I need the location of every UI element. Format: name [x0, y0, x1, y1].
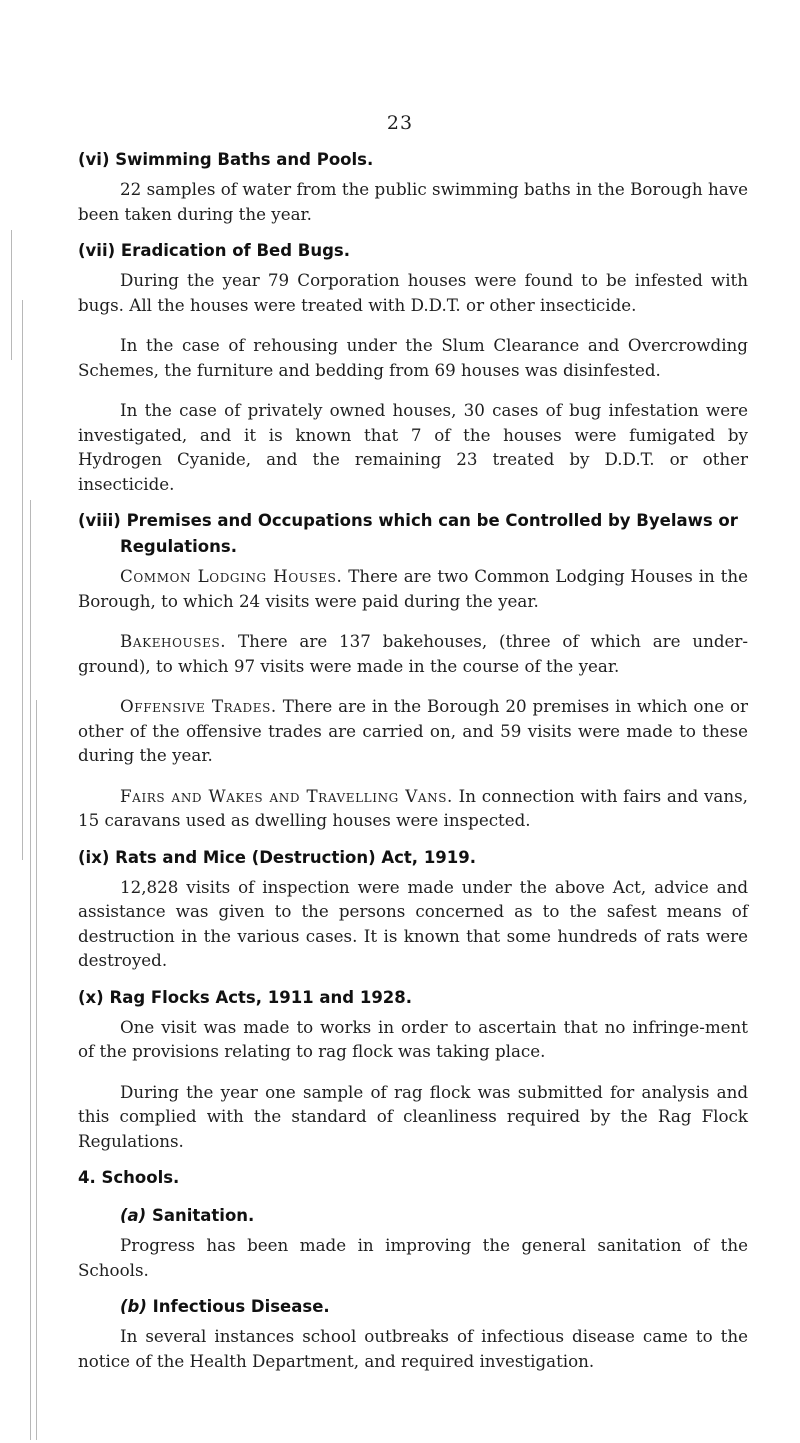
- section-title: Swimming Baths and Pools.: [115, 150, 374, 169]
- subsection-title: Sanitation.: [151, 1206, 255, 1225]
- paragraph-common-lodging-houses: Common Lodging Houses. There are two Common Lodging Houses in the Borough, to which 24 visits were paid during the year.: [78, 566, 748, 611]
- paragraph: In several instances school outbreaks of infectious disease came to the notice of the Health Department, and required investigation.: [78, 1326, 748, 1371]
- paragraph: During the year one sample of rag flock was submitted for analysis and this complied with the standard of cleanliness required by the Rag Flock Regulations.: [78, 1081, 748, 1151]
- run-in-heading: Common Lodging Houses.: [120, 566, 343, 586]
- document-body: [78, 147, 748, 1373]
- section-number: (x): [78, 987, 104, 1007]
- section-number: (viii): [78, 511, 121, 530]
- section-title: Eradication of Bed Bugs.: [120, 241, 351, 260]
- section-heading-ix: [78, 845, 748, 871]
- section-number: 4.: [78, 1168, 96, 1187]
- section-title: Rats and Mice (Destruction) Act, 1919.: [115, 847, 477, 867]
- paragraph: 22 samples of water from the public swimming baths in the Borough have been taken during the year.: [78, 179, 748, 224]
- section-heading-vi: [78, 147, 748, 173]
- paragraph: 12,828 visits of inspection were made under the above Act, advice and assistance was given to the persons concerned as to the safest means of destruction in the various cases. It is known that some hundreds of rats were destroyed.: [78, 876, 748, 970]
- section-heading-vii: [78, 238, 748, 264]
- run-in-heading: Fairs and Wakes and Travelling Vans.: [120, 785, 453, 806]
- paragraph: In the case of privately owned houses, 30 cases of bug infestation were investigated, and it is known that 7 of the houses were fumigated by Hydrogen Cyanide, and the remaining 23 treated by D.D.T. or other insecticide.: [78, 400, 748, 494]
- subsection-number: (b): [120, 1297, 147, 1316]
- section-number: (ix): [78, 847, 110, 867]
- subsection-number: (a): [120, 1206, 147, 1225]
- run-in-heading: Bakehouses.: [120, 631, 227, 651]
- section-number: (vi): [78, 150, 110, 169]
- paragraph: One visit was made to works in order to ascertain that no infringe-ment of the provisions relating to rag flock was taking place.: [78, 1016, 748, 1061]
- run-in-heading: Offensive Trades.: [120, 696, 277, 716]
- section-title: Schools.: [101, 1168, 180, 1187]
- subheading-sanitation: [120, 1203, 748, 1229]
- subsection-title: Infectious Disease.: [152, 1297, 330, 1316]
- section-title: Premises and Occupations which can be Controlled by Byelaws or Regulations.: [120, 511, 738, 556]
- paragraph-fairs-and-wakes: Fairs and Wakes and Travelling Vans. In connection with fairs and vans, 15 caravans used as dwelling houses were inspected.: [78, 785, 748, 830]
- subheading-infectious-disease: [120, 1294, 748, 1320]
- section-number: (vii): [78, 241, 116, 260]
- paragraph: Progress has been made in improving the general sanitation of the Schools.: [78, 1235, 748, 1280]
- binding-margin: [0, 0, 70, 1443]
- page-number: 23: [386, 112, 414, 134]
- section-title: Rag Flocks Acts, 1911 and 1928.: [109, 987, 413, 1007]
- section-heading-schools: [78, 1165, 748, 1191]
- section-heading-x: [78, 985, 748, 1011]
- paragraph: During the year 79 Corporation houses were found to be infested with bugs. All the houses were treated with D.D.T. or other insecticide.: [78, 270, 748, 315]
- paragraph-offensive-trades: Offensive Trades. There are in the Borough 20 premises in which one or other of the offensive trades are carried on, and 59 visits were made to these during the year.: [78, 696, 748, 765]
- paragraph: In the case of rehousing under the Slum Clearance and Overcrowding Schemes, the furniture and bedding from 69 houses was disinfested.: [78, 335, 748, 380]
- section-heading-viii: [78, 508, 748, 560]
- paragraph-bakehouses: Bakehouses. There are 137 bakehouses, (three of which are under-ground), to which 97 visits were made in the course of the year.: [78, 631, 748, 676]
